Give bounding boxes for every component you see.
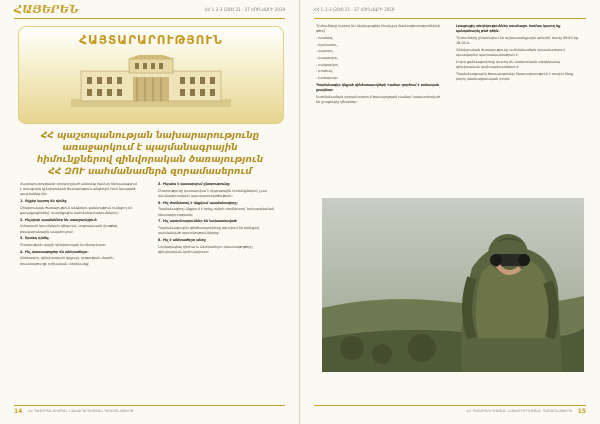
right-column-1: [316, 24, 440, 107]
paragraph: Ներկայացնել դիմում և անհրաժեշտ փաստաթղթերը զինվորական կոմիսարիատ:: [158, 244, 253, 254]
footer-caption: ՀՀ ՊԱՇՏՊԱՆՈՒԹՅԱՆ ՆԱԽԱՐԱՐՈՒԹՅԱՆ ՊԱՇՏՈՆԱԹԵՐԹ: [466, 409, 572, 413]
paragraph: 2. Ինչպիսի պայմաններ են առաջարկվում:: [20, 217, 98, 222]
paragraph: - բուժակ,: [316, 69, 333, 74]
left-column-1: [20, 182, 138, 268]
headline-line: առաջարկում է պայմանագրային: [62, 143, 238, 153]
paragraph: Դիմումները կարող են ներկայացնել հետևյալ մասնագիտությունների գծով՝: [316, 24, 440, 34]
paragraph: 4. Ինչ փաստաթղթեր են անհրաժեշտ:: [20, 249, 89, 254]
paragraph: Պայմանագիրը կնքվում է երեք տարի ժամկետով՝ երկարաձգման հնարավորությամբ:: [158, 207, 275, 217]
announcement-banner: [18, 26, 284, 124]
left-column-2: [158, 182, 276, 256]
right-page: [300, 0, 600, 424]
paragraph: Պայմանագիր կնքած զինծառայողների համար գործում է ամսական լրավճար:: [316, 82, 440, 93]
paragraph: 1. Ովքեր կարող են դիմել:: [20, 199, 68, 204]
headline: [20, 130, 280, 178]
paragraph: 5. Ինչպես է կատարվում ընտրությունը:: [158, 182, 231, 186]
paragraph: Բոլոր ցանկացողները կարող են մանրամասն տեղեկանալ զինվորական կոմիսարիատներում:: [456, 59, 560, 69]
page-number: 15: [577, 408, 586, 415]
header-bar: [14, 3, 285, 19]
left-body-text: [20, 182, 280, 396]
banner-title: ՀԱՅՏԱՐԱՐՈՒԹՅՈՒՆ: [79, 33, 223, 47]
footer-bar: [314, 405, 586, 418]
page-number: 14: [14, 408, 23, 415]
paragraph: Բնակության վայրի զինվորական կոմիսարիատ:: [20, 243, 107, 248]
paragraph: Զինվորական ծառայություն անցնելու ցանկություն ունեցող ՀՀ քաղաքացիները՝ տարիքային սահմանափակումներով:: [20, 205, 133, 216]
paragraph: Պայմանագրային զինծառայողները օգտվում են օրենքով սահմանված արտոնություններից:: [158, 225, 260, 236]
headline-line: ՀՀ ԶՈՒ սահմանամերձ զորամասերում: [48, 167, 252, 177]
paragraph: Պայմանագրային ծառայությունը հնարավորություն է տալիս ձեռք բերել մասնագիտական փորձ:: [456, 71, 574, 81]
paragraph: Լրացուցիչ տեղեկություններ ստանալու համար կարող եք զանգահարել թեժ գծին:: [456, 24, 561, 34]
paragraph: - նշանառու,: [316, 42, 338, 47]
ministry-building-image: [71, 55, 231, 107]
paragraph: - կապավոր,: [316, 56, 338, 61]
paragraph: - սակրավոր,: [316, 62, 339, 67]
paragraph: Հայտարարությամբ զորակոչված անձանց համար ներկայացվում է առաջարկ զինվորական ծառայություն անցնելու հետ կապված պայմաններին:: [20, 182, 138, 197]
issue-info: ՀՀ Ն 2-3 (204) 21 - 27 ՀՈՒՆՎԱՐԻ 2019: [204, 7, 285, 12]
soldier-binoculars-photo: [322, 198, 584, 372]
footer-caption: ՀՀ ՊԱՇՏՊԱՆՈՒԹՅԱՆ ՆԱԽԱՐԱՐՈՒԹՅԱՆ ՊԱՇՏՈՆԱԹԵՐԹ: [28, 409, 134, 413]
headline-line: ՀՀ պաշտպանության նախարարությունը: [40, 131, 260, 141]
magazine-logo: ՀԱՅԵՐԵՆ: [14, 3, 79, 16]
paragraph: 7. Ինչ արտոնություններ են նախատեսված:: [158, 219, 238, 224]
paragraph: 8. Ինչ է անհրաժեշտ անել:: [158, 237, 207, 242]
issue-info: ՀՀ Ն 2-3 (204) 21 - 27 ՀՈՒՆՎԱՐԻ 2019: [314, 7, 395, 12]
right-column-2: [456, 24, 580, 84]
paragraph: - խոհարար:: [316, 76, 338, 81]
paragraph: 6. Ինչ ժամկետով է կնքվում պայմանագիրը:: [158, 200, 238, 205]
paragraph: Սահմանամերձ զորամասերում ծառայության համար նախատեսված են լրացուցիչ վճարներ:: [316, 94, 440, 104]
paragraph: Դիմումները ընդունվում են աշխատանքային օրերին՝ ժամը 09:00-ից 18:00-ն:: [456, 35, 579, 46]
header-bar: [314, 6, 586, 19]
paragraph: Ամսական դրամական վճարում, սոցիալական փաթեթ, բնակարանային ապահովում:: [20, 224, 119, 234]
paragraph: Ընտրությունը կատարվում է մրցութային հիմունքներով՝ ըստ մասնագիտական պատրաստվածության:: [158, 188, 267, 198]
headline-line: հիմունքներով զինվորական ծառայություն: [36, 155, 264, 165]
paragraph: 3. Որտեղ դիմել:: [20, 236, 50, 241]
paragraph: - հրաձիգ,: [316, 35, 334, 40]
footer-bar: [14, 405, 285, 418]
right-body-text: [316, 24, 582, 194]
paragraph: Անձնագիր, զինվորական գրքույկ, կրթության մասին փաստաթուղթ, բժշկական տեղեկանք:: [20, 256, 114, 266]
paragraph: Զինվորական ծառայությունը սահմանամերձ զորամասերում պատվաբեր պարտականություն է:: [456, 47, 565, 58]
paragraph: - վարորդ,: [316, 49, 334, 54]
